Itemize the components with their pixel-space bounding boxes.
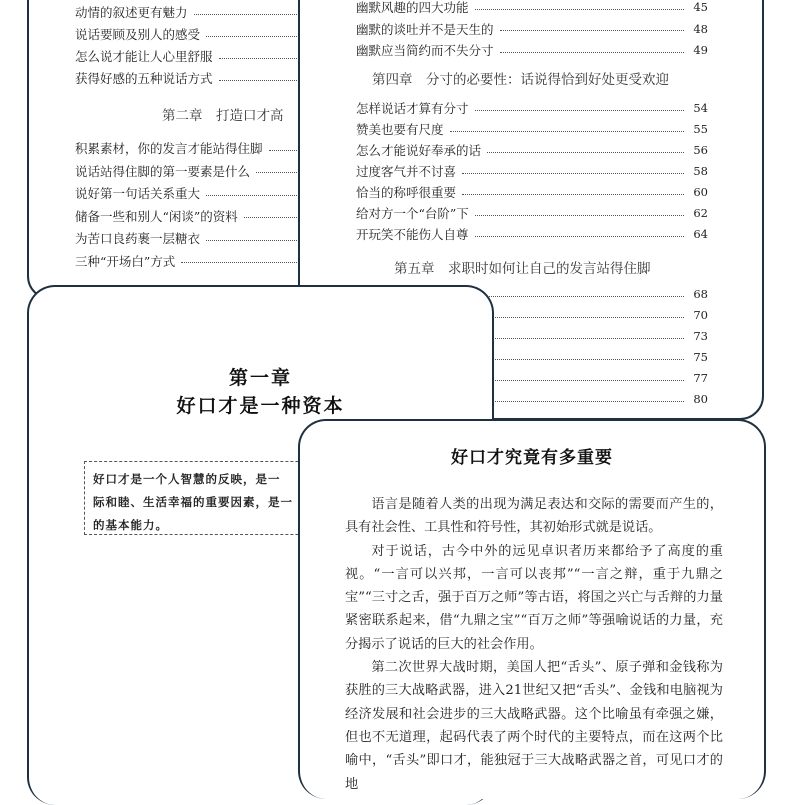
toc-item-title: 过度客气并不讨喜 xyxy=(356,164,457,179)
toc-page-number: 58 xyxy=(693,164,708,178)
toc-item-title: 开玩笑不能伤人自尊 xyxy=(356,227,469,242)
toc-leader-dots xyxy=(500,52,684,53)
toc-item-title: 储备一些和别人“闲谈”的资料 xyxy=(75,208,238,224)
toc-page-number: 49 xyxy=(693,43,708,57)
toc-leader-dots xyxy=(475,236,684,237)
intro-line: 的基本能力。 xyxy=(93,518,168,532)
toc-item-title: 恰当的称呼很重要 xyxy=(356,185,457,200)
toc-page-number: 75 xyxy=(693,350,708,364)
toc-leader-dots xyxy=(462,194,684,195)
toc-item-title: 给对方一个“台阶”下 xyxy=(356,206,469,221)
toc-page-number: 77 xyxy=(693,371,708,385)
toc-item-title: 幽默应当简约而不失分寸 xyxy=(356,43,494,58)
article-body xyxy=(345,493,723,796)
toc-item-title: 说话要顾及别人的感受 xyxy=(75,27,201,42)
toc-page-number: 56 xyxy=(693,143,708,157)
chapter-number: 第一章 xyxy=(228,367,292,389)
toc-leader-dots xyxy=(475,9,684,10)
toc-item-title: 幽默的谈吐并不是天生的 xyxy=(356,21,494,37)
toc-page-number: 70 xyxy=(693,308,708,322)
toc-item-title: 幽默风趣的四大功能 xyxy=(356,0,469,15)
toc-item-title: 怎么才能说好奉承的话 xyxy=(356,143,482,158)
toc-item[interactable] xyxy=(356,0,708,16)
toc-item-title: 说好第一句话关系重大 xyxy=(75,186,201,201)
article-page xyxy=(298,419,766,799)
toc-leader-dots xyxy=(487,152,684,153)
toc-item-title: 说话站得住脚的第一要素是什么 xyxy=(75,163,251,179)
toc-page-number: 80 xyxy=(693,392,708,406)
toc-item[interactable] xyxy=(356,162,708,180)
article-paragraph: 对于说话，古今中外的远见卓识者历来都给予了高度的重视。“一言可以兴邦，一言可以丧邦”“一言之辩，重于九鼎之宝”“三寸之舌，强于百万之师”等古语，将国之兴亡与舌辩的力量紧密联系起来，借“九鼎之宝”“百万之师”等强喻说话的力量，充分揭示了说话的巨大的社会作用。 xyxy=(345,543,723,652)
toc-item[interactable] xyxy=(356,99,708,117)
toc-item-title: 获得好感的五种说话方式 xyxy=(75,71,213,86)
article-title: 好口才究竟有多重要 xyxy=(451,448,613,468)
toc-item-title: 动情的叙述更有魅力 xyxy=(75,5,188,20)
toc-page-number: 48 xyxy=(693,21,708,36)
article-paragraph: 语言是随着人类的出现为满足表达和交际的需要而产生的，具有社会性、工具性和符号性，其初始形式就是说话。 xyxy=(345,497,723,536)
article-paragraph: 第二次世界大战时期，美国人把“舌头”、原子弹和金钱称为获胜的三大战略武器，进入21世纪又把“舌头”、金钱和电脑视为经济发展和社会进步的三大战略武器。这个比喻虽有牵强之嫌，但也不无道理，起码代表了两个时代的主要特点，而在这两个比喻中，“舌头”即口才，能独冠于三大战略武器之首，可见口才的地 xyxy=(345,660,723,792)
toc-item-title: 积累素材，你的发言才能站得住脚 xyxy=(75,141,263,156)
toc-page-number: 62 xyxy=(693,206,708,220)
toc-page-number: 60 xyxy=(693,185,708,199)
toc-item-title: 怎么说才能让人心里舒服 xyxy=(75,49,213,64)
toc-page-number: 73 xyxy=(693,329,708,343)
intro-line: 好口才是一个人智慧的反映，是一 xyxy=(93,472,281,486)
toc-item[interactable] xyxy=(356,141,708,159)
toc-leader-dots xyxy=(475,110,684,111)
intro-line: 际和睦、生活幸福的重要因素，是一 xyxy=(93,495,293,509)
chapter-5-heading: 第五章 求职时如何让自己的发言站得住脚 xyxy=(394,261,651,277)
toc-item[interactable] xyxy=(356,20,708,38)
toc-leader-dots xyxy=(450,131,684,132)
toc-item[interactable] xyxy=(356,183,708,201)
toc-page-number: 64 xyxy=(693,227,708,241)
toc-item[interactable] xyxy=(356,204,708,222)
toc-item-title: 为苦口良药裹一层糖衣 xyxy=(75,231,201,246)
toc-leader-dots xyxy=(500,30,684,31)
toc-page-number: 45 xyxy=(693,0,708,14)
chapter-4-heading: 第四章 分寸的必要性：话说得恰到好处更受欢迎 xyxy=(372,72,669,88)
toc-item[interactable] xyxy=(356,120,708,138)
toc-item-title: 怎样说话才算有分寸 xyxy=(356,101,469,116)
toc-item-title: 赞美也要有尺度 xyxy=(356,122,444,137)
chapter-2-heading: 第二章 打造口才高 xyxy=(162,108,284,124)
toc-leader-dots xyxy=(462,173,684,174)
chapter-name: 好口才是一种资本 xyxy=(176,395,345,417)
toc-item[interactable] xyxy=(356,225,708,243)
toc-page-number: 55 xyxy=(693,122,708,136)
toc-item-title: 三种“开场白”方式 xyxy=(75,253,176,269)
toc-page-number: 68 xyxy=(693,287,708,301)
toc-item[interactable] xyxy=(356,41,708,59)
toc-leader-dots xyxy=(475,215,684,216)
toc-page-number: 54 xyxy=(693,101,708,115)
